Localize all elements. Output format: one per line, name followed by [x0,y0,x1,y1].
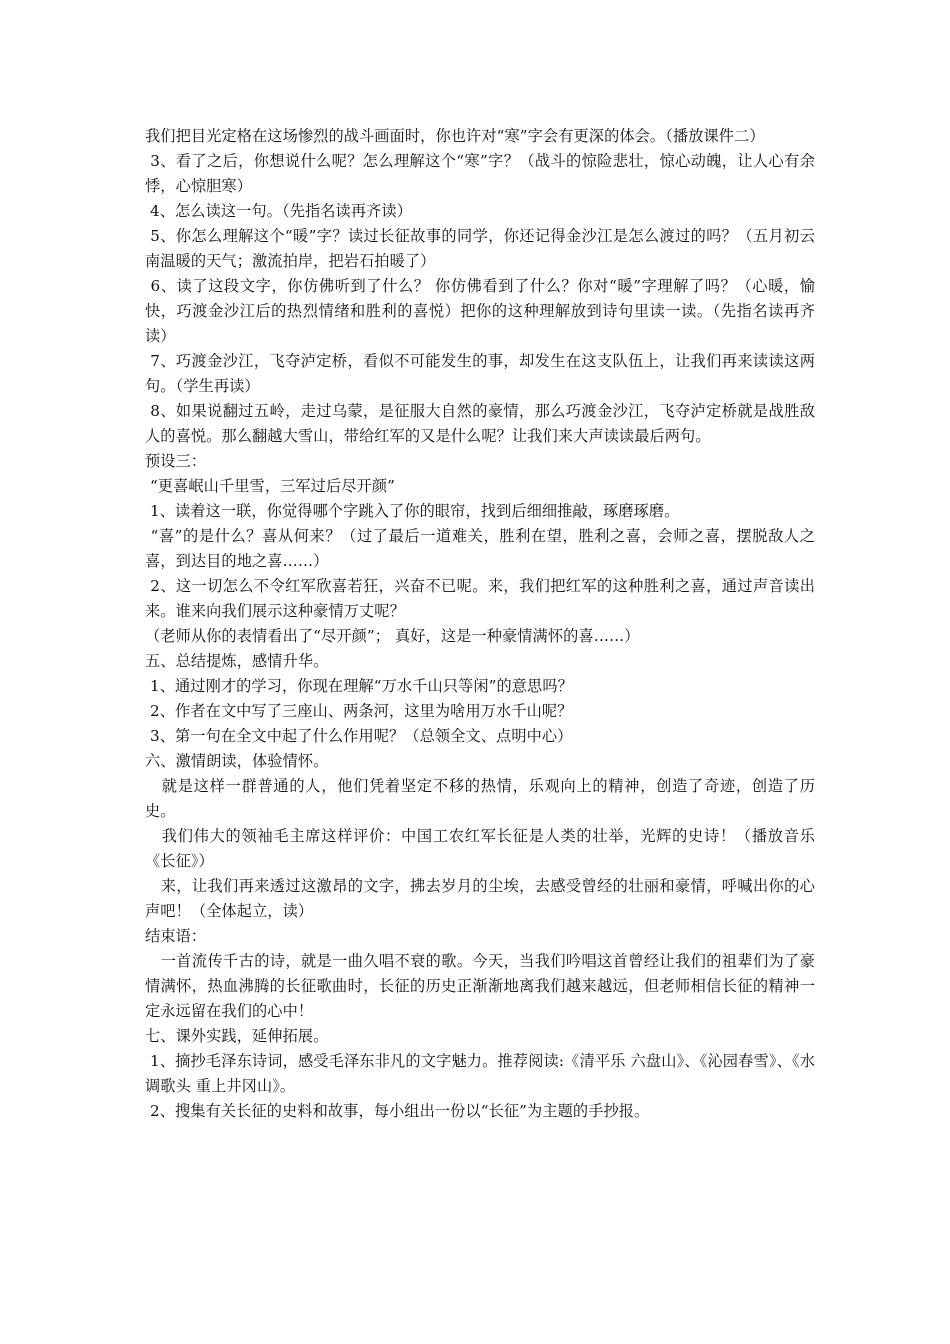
section-heading: 结束语： [145,927,207,945]
document-body [145,124,815,1124]
paragraph: 8、如果说翻过五岭，走过乌蒙，是征服大自然的豪情，那么巧渡金沙江，飞夺泸定桥就是战胜敌人的喜悦。那么翻越大雪山，带给红军的又是什么呢？让我们来大声读读最后两句。 [145,402,815,445]
section-heading: 六、激情朗读，体验情怀。 [145,752,329,770]
paragraph: 1、读着这一联，你觉得哪个字跳入了你的眼帘，找到后细细推敲，琢磨琢磨。 [145,502,680,520]
paragraph: 2、作者在文中写了三座山、两条河，这里为啥用万水千山呢？ [145,702,573,720]
section-heading: 五、总结提炼，感情升华。 [145,652,329,670]
paragraph: “喜”的是什么？喜从何来？（过了最后一道难关，胜利在望，胜利之喜，会师之喜，摆脱敌人之喜，到达目的地之喜……） [145,527,815,570]
paragraph: 2、这一切怎么不令红军欣喜若狂，兴奋不已呢。来，我们把红军的这种胜利之喜，通过声音读出来。谁来向我们展示这种豪情万丈呢？ [145,577,815,620]
paragraph: 4、怎么读这一句。（先指名读再齐读） [145,202,412,220]
paragraph: 3、第一句在全文中起了什么作用呢？（总领全文、点明中心） [145,727,573,745]
paragraph: 5、你怎么理解这个“暖”字？读过长征故事的同学，你还记得金沙江是怎么渡过的吗？（五月初云南温暖的天气；激流拍岸，把岩石拍暖了） [145,227,815,270]
paragraph: 一首流传千古的诗，就是一曲久唱不衰的歌。今天，当我们吟唱这首曾经让我们的祖辈们为了豪情满怀，热血沸腾的长征歌曲时，长征的历史正渐渐地离我们越来越远，但老师相信长征的精神一定永远留在我们的心中！ [145,952,815,1020]
paragraph: 6、读了这段文字，你仿佛听到了什么？ 你仿佛看到了什么？你对“暖”字理解了吗？（心暖，愉快，巧渡金沙江后的热烈情绪和胜利的喜悦）把你的这种理解放到诗句里读一读。（先指名读再齐读） [145,277,816,345]
paragraph: 7、巧渡金沙江，飞夺泸定桥，看似不可能发生的事，却发生在这支队伍上，让我们再来读读这两句。（学生再读） [145,352,815,395]
section-heading: 七、课外实践，延伸拓展。 [145,1027,329,1045]
paragraph: （老师从你的表情看出了“尽开颜”； 真好，这是一种豪情满怀的喜……） [145,627,640,645]
paragraph: 2、搜集有关长征的史料和故事，每小组出一份以“长征”为主题的手抄报。 [145,1102,650,1120]
paragraph: 我们伟大的领袖毛主席这样评价：中国工农红军长征是人类的壮举，光辉的史诗！（播放音乐《长征》） [145,827,815,870]
paragraph: 3、看了之后，你想说什么呢？怎么理解这个“寒”字？（战斗的惊险悲壮，惊心动魄，让人心有余悸，心惊胆寒） [145,152,815,195]
paragraph: 1、摘抄毛泽东诗词，感受毛泽东非凡的文字魅力。推荐阅读:《清平乐 六盘山》、《沁园春雪》、《水调歌头 重上井冈山》。 [145,1052,815,1095]
poem-quote: “更喜岷山千里雪，三军过后尽开颜” [145,477,395,495]
paragraph: 就是这样一群普通的人，他们凭着坚定不移的热情，乐观向上的精神，创造了奇迹，创造了历史。 [145,777,815,820]
section-label: 预设三： [145,452,207,470]
paragraph: 来，让我们再来透过这激昂的文字，拂去岁月的尘埃，去感受曾经的壮丽和豪情，呼喊出你的心声吧！（全体起立，读） [145,877,815,920]
paragraph: 我们把目光定格在这场惨烈的战斗画面时，你也许对“寒”字会有更深的体会。（播放课件二） [145,127,765,145]
paragraph: 1、通过刚才的学习，你现在理解“万水千山只等闲”的意思吗？ [145,677,573,695]
